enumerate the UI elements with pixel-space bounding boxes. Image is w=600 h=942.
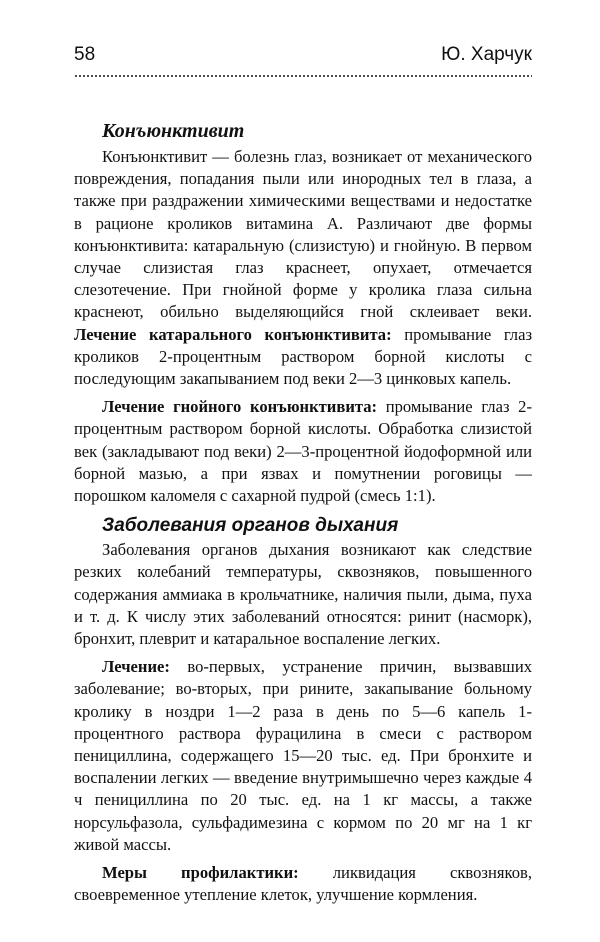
paragraph-text: ликвидация сквозняков, своевременное утепление клеток, улучшение кормления. [74, 863, 532, 905]
section-title-respiratory: Заболевания органов дыхания [102, 515, 399, 537]
paragraph [74, 656, 532, 856]
paragraph [74, 862, 532, 906]
bold-term: Лечение гнойного конъюнктивита: [102, 397, 378, 417]
paragraph-text: промывание глаз кроликов 2-процентным раствором борной кислоты с последующим закапыванием под веки 2—3 цинковых капель. [74, 324, 532, 389]
page-header [74, 44, 532, 74]
page-body [74, 116, 532, 913]
bold-term: Меры профилактики: [102, 863, 299, 883]
bold-term: Лечение: [102, 657, 170, 677]
section-title-conjunctivitis: Конъюнктивит [102, 120, 245, 142]
paragraph [74, 146, 532, 390]
paragraph [74, 539, 532, 650]
running-header-author: Ю. Харчук [441, 44, 532, 65]
bold-term: Лечение катарального конъюнктивита: [74, 324, 392, 344]
paragraph-text: промывание глаз 2-процентным раствором борной кислоты. Обработка слизистой век (закладывают под веки) 2—3-процентной йодоформной или борной мазью, а при язвах и помутнении роговицы — порошком каломеля с сахарной пудрой (смесь 1:1). [74, 397, 532, 506]
paragraph [74, 396, 532, 507]
paragraph-text: во-первых, устранение причин, вызвавших заболевание; во-вторых, при рините, закапывание больному кролику в ноздри 1—2 раза в день по 5—6 капель 1-процентного раствора фурацилина в смеси с раствором пенициллина, содержащего 15—20 тыс. ед. При бронхите и воспалении легких — введение внутримышечно через каждые 4 ч пенициллина по 20 тыс. ед. на 1 кг массы, а также норсульфазола, сульфадимезина с кормом по 20 мг на 1 кг живой массы. [74, 657, 532, 854]
page-number: 58 [74, 44, 96, 65]
header-divider [74, 74, 532, 78]
paragraph-text: Конъюнктивит — болезнь глаз, возникает от механического повреждения, попадания пыли или инородных тел в глаза, а также при раздражении химическими веществами и недостатке в рационе кроликов витамина А. Различают две формы конъюнктивита: катаральную (слизистую) и гнойную. В первом случае слизистая глаз краснеет, опухает, отмечается слезотечение. При гнойной форме у кролика глаза сильна краснеют, обильно выделяющийся гной склеивает веки. [74, 147, 532, 322]
paragraph-text: Заболевания органов дыхания возникают как следствие резких колебаний температуры, сквозняков, повышенного содержания аммиака в крольчатнике, наличия пыли, дыма, пуха и т. д. К числу этих заболеваний относятся: ринит (насморк), бронхит, плеврит и катаральное воспаление легких. [74, 540, 532, 649]
